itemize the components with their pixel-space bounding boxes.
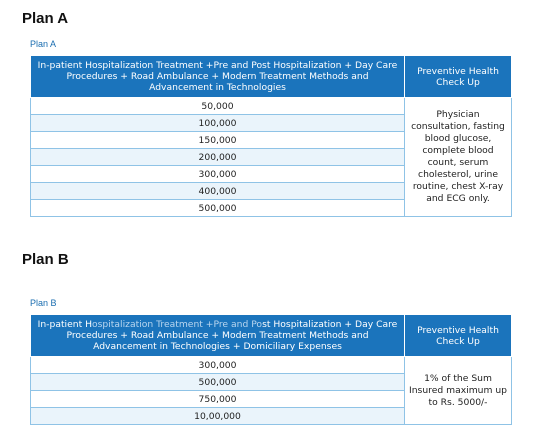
plan-a-label: Plan A: [30, 39, 57, 49]
plan-a-sum-insured-cell: 200,000: [31, 149, 405, 166]
plan-b-preventive-details: 1% of the Sum Insured maximum up to Rs. 5000/-: [405, 357, 512, 425]
plan-a-sum-insured-cell: 300,000: [31, 166, 405, 183]
plan-b-heading: Plan B: [22, 251, 69, 268]
plan-a-sum-insured-cell: 400,000: [31, 183, 405, 200]
plan-b-sum-insured-cell: 10,00,000: [31, 408, 405, 425]
plan-b-table: [30, 314, 512, 425]
plan-b-preventive-header: Preventive Health Check Up: [405, 315, 512, 357]
plan-b-sum-insured-cell: 300,000: [31, 357, 405, 374]
plan-a-sum-insured-cell: 500,000: [31, 200, 405, 217]
plan-a-preventive-header: Preventive Health Check Up: [405, 56, 512, 98]
plan-a-sum-insured-cell: 50,000: [31, 98, 405, 115]
plan-b-label: Plan B: [30, 298, 57, 308]
plan-a-sum-insured-cell: 100,000: [31, 115, 405, 132]
plan-b-sum-insured-cell: 500,000: [31, 374, 405, 391]
plan-a-table: [30, 55, 512, 217]
plan-b-sum-insured-cell: 750,000: [31, 391, 405, 408]
plan-b-coverage-header-part-2: st Hospitalization + Day Care Procedures + Road Ambulance + Modern Treatment Methods and Advancement in Technologies + Domiciliary Expenses: [66, 319, 398, 352]
plan-b-coverage-header-part-1: In-patient H: [37, 319, 93, 330]
plan-a-coverage-header: In-patient Hospitalization Treatment +Pre and Post Hospitalization + Day Care Procedures + Road Ambulance + Modern Treatment Methods and Advancement in Technologies: [31, 56, 405, 98]
plan-a-preventive-details: Physician consultation, fasting blood glucose, complete blood count, serum cholesterol, urine routine, chest X-ray and ECG only.: [405, 98, 512, 217]
plan-a-sum-insured-cell: 150,000: [31, 132, 405, 149]
plan-b-coverage-header-faint: ospitalization Treatment +Pre and Po: [92, 319, 263, 330]
plan-a-heading: Plan A: [22, 10, 69, 27]
plan-b-coverage-header: [31, 315, 405, 357]
